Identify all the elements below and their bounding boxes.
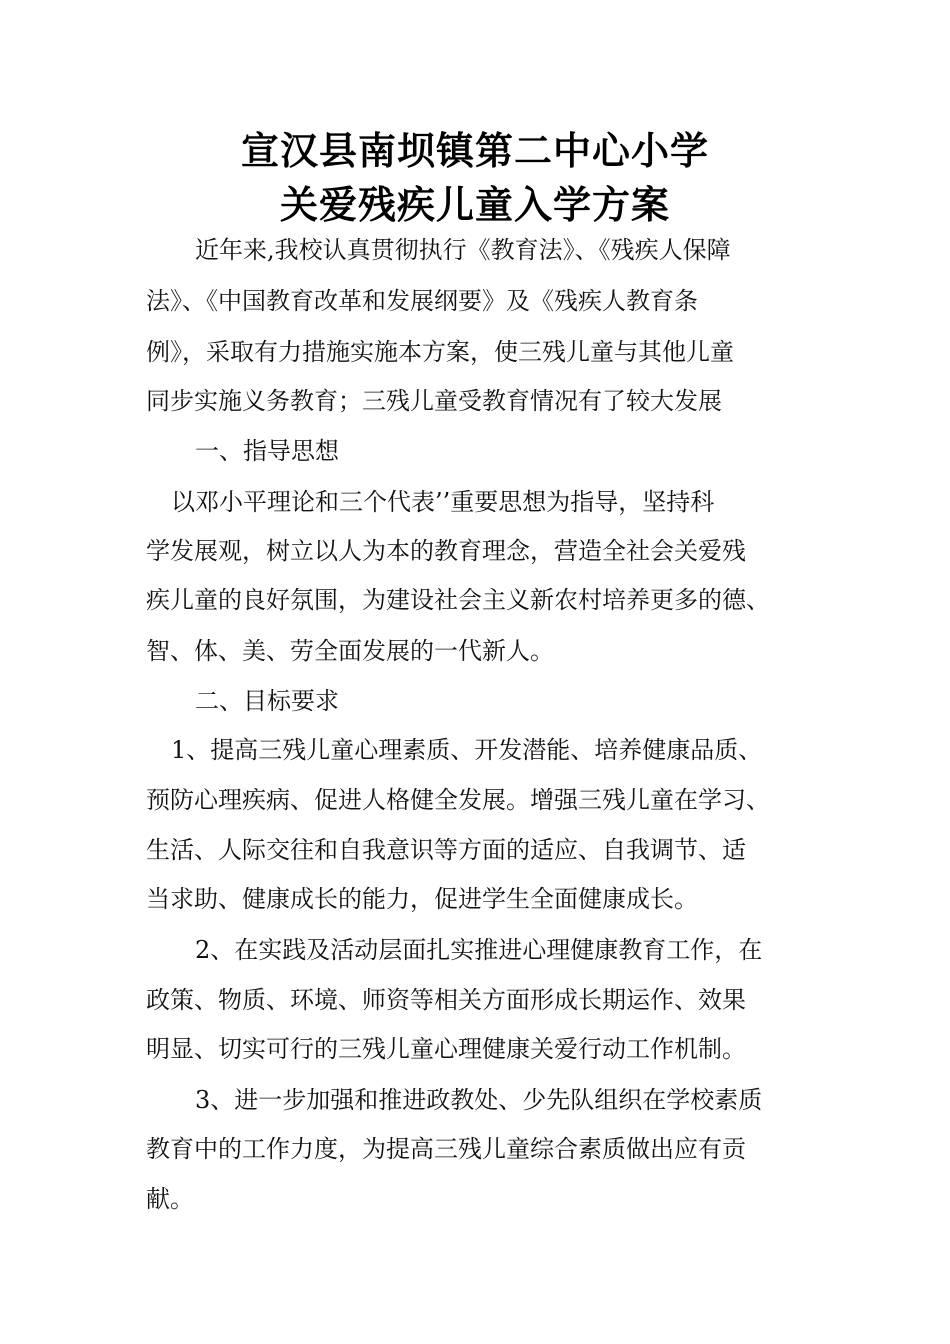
body-line: 近年来,我校认真贯彻执行《教育法》、《残疾人保障 — [195, 236, 731, 264]
body-line: 学发展观，树立以人为本的教育理念，营造全社会关爱残 — [146, 537, 746, 565]
body-line: 3、进一步加强和推进政教处、少先队组织在学校素质 — [195, 1086, 763, 1114]
body-line: 献。 — [146, 1185, 194, 1213]
body-line: 例》，采取有力措施实施本方案，使三残儿童与其他儿童 — [146, 338, 734, 366]
body-line: 以邓小平理论和三个代表’’重要思想为指导，坚持科 — [171, 488, 715, 516]
document-title-line-2: 关爱残疾儿童入学方案 — [279, 183, 670, 227]
body-line: 2、在实践及活动层面扎实推进心理健康教育工作，在 — [195, 936, 763, 964]
body-line: 同步实施义务教育；三残儿童受教育情况有了较大发展 — [146, 387, 722, 415]
body-line: 疾儿童的良好氛围，为建设社会主义新农村培养更多的德、 — [146, 586, 770, 614]
body-line: 当求助、健康成长的能力，促进学生全面健康成长。 — [146, 885, 698, 913]
body-line: 智、体、美、劳全面发展的一代新人。 — [146, 637, 554, 665]
body-line: 政策、物质、环境、师资等相关方面形成长期运作、效果 — [146, 986, 746, 1014]
body-line: 明显、切实可行的三残儿童心理健康关爱行动工作机制。 — [146, 1035, 746, 1063]
document-title-line-1: 宣汉县南坝镇第二中心小学 — [240, 129, 709, 173]
body-line: 预防心理疾病、促进人格健全发展。增强三残儿童在学习、 — [146, 786, 770, 814]
body-line: 1、提高三残儿童心理素质、开发潜能、培养健康品质、 — [171, 736, 763, 764]
body-line: 生活、人际交往和自我意识等方面的适应、自我调节、适 — [146, 836, 746, 864]
body-line: 教育中的工作力度，为提高三残儿童综合素质做出应有贡 — [146, 1135, 746, 1163]
section-heading: 二、目标要求 — [195, 687, 339, 715]
body-line: 法》、《中国教育改革和发展纲要》及《残疾人教育条 — [146, 287, 698, 315]
section-heading: 一、指导思想 — [195, 437, 339, 465]
